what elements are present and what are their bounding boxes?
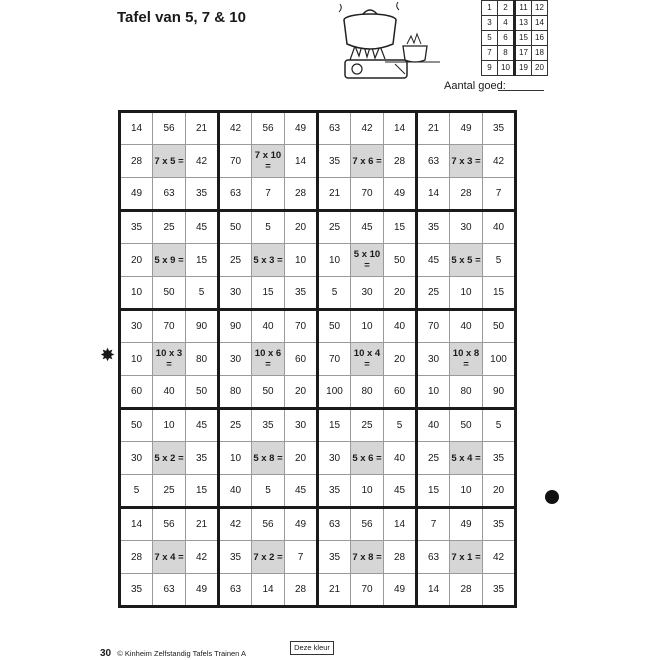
answer-cell[interactable]: 5 — [252, 475, 285, 508]
answer-cell[interactable]: 60 — [384, 376, 417, 409]
answer-cell[interactable]: 42 — [186, 145, 219, 178]
question-cell[interactable]: 7 x 2 = — [252, 541, 285, 574]
grid-row — [120, 475, 516, 508]
answer-cell[interactable]: 10 — [450, 277, 483, 310]
progress-cell[interactable]: 15 — [515, 31, 532, 46]
answer-cell[interactable]: 28 — [450, 178, 483, 211]
answer-cell[interactable]: 63 — [417, 541, 450, 574]
score-label: Aantal goed: — [444, 80, 506, 92]
answer-cell[interactable]: 5 — [186, 277, 219, 310]
answer-cell[interactable]: 25 — [417, 442, 450, 475]
progress-cell[interactable]: 9 — [482, 61, 498, 76]
progress-cell[interactable]: 14 — [532, 16, 548, 31]
page-number: 30 — [100, 648, 112, 659]
grid-row — [120, 574, 516, 607]
answer-cell[interactable]: 35 — [120, 211, 153, 244]
answer-cell[interactable]: 10 — [417, 376, 450, 409]
answer-cell[interactable]: 70 — [219, 145, 252, 178]
progress-cell[interactable]: 12 — [532, 1, 548, 16]
answer-cell[interactable]: 35 — [483, 442, 516, 475]
grid-row — [120, 508, 516, 541]
answer-cell[interactable]: 25 — [219, 409, 252, 442]
dot-marker — [545, 490, 559, 504]
answer-cell[interactable]: 5 — [252, 211, 285, 244]
answer-cell[interactable]: 28 — [285, 574, 318, 607]
answer-cell[interactable]: 30 — [120, 442, 153, 475]
answer-cell[interactable]: 45 — [384, 475, 417, 508]
answer-cell[interactable]: 50 — [120, 409, 153, 442]
answer-cell[interactable]: 28 — [450, 574, 483, 607]
answer-cell[interactable]: 40 — [483, 211, 516, 244]
answer-cell[interactable]: 80 — [219, 376, 252, 409]
answer-cell[interactable]: 35 — [417, 211, 450, 244]
question-cell[interactable]: 7 x 6 = — [351, 145, 384, 178]
answer-cell[interactable]: 70 — [417, 310, 450, 343]
grid-row — [120, 409, 516, 442]
answer-cell[interactable]: 56 — [153, 508, 186, 541]
answer-cell[interactable]: 90 — [483, 376, 516, 409]
answer-cell[interactable]: 50 — [252, 376, 285, 409]
answer-cell[interactable]: 20 — [285, 376, 318, 409]
answer-cell[interactable]: 14 — [384, 112, 417, 145]
answer-cell[interactable]: 21 — [318, 178, 351, 211]
question-cell[interactable]: 10 x 3 = — [153, 343, 186, 376]
answer-cell[interactable]: 49 — [450, 508, 483, 541]
question-cell[interactable]: 5 x 4 = — [450, 442, 483, 475]
answer-cell[interactable]: 15 — [483, 277, 516, 310]
score-line[interactable] — [498, 90, 544, 91]
answer-cell[interactable]: 10 — [153, 409, 186, 442]
answer-cell[interactable]: 21 — [186, 508, 219, 541]
copyright-text: © Kinheim Zelfstandig Tafels Trainen A — [117, 649, 247, 658]
answer-cell[interactable]: 25 — [153, 475, 186, 508]
answer-cell[interactable]: 35 — [483, 112, 516, 145]
answer-cell[interactable]: 56 — [153, 112, 186, 145]
answer-cell[interactable]: 28 — [120, 541, 153, 574]
progress-cell[interactable]: 17 — [515, 46, 532, 61]
answer-cell[interactable]: 35 — [186, 178, 219, 211]
answer-cell[interactable]: 56 — [252, 112, 285, 145]
answer-cell[interactable]: 42 — [219, 112, 252, 145]
question-cell[interactable]: 10 x 8 = — [450, 343, 483, 376]
answer-cell[interactable]: 28 — [120, 145, 153, 178]
grid-row — [120, 376, 516, 409]
answer-cell[interactable]: 21 — [417, 112, 450, 145]
answer-cell[interactable]: 25 — [219, 244, 252, 277]
answer-cell[interactable]: 7 — [285, 541, 318, 574]
answer-cell[interactable]: 49 — [285, 112, 318, 145]
answer-cell[interactable]: 35 — [120, 574, 153, 607]
answer-cell[interactable]: 40 — [384, 442, 417, 475]
progress-cell[interactable]: 8 — [498, 46, 515, 61]
answer-cell[interactable]: 80 — [186, 343, 219, 376]
answer-cell[interactable]: 14 — [120, 508, 153, 541]
answer-cell[interactable]: 30 — [318, 442, 351, 475]
answer-cell[interactable]: 50 — [219, 211, 252, 244]
answer-cell[interactable]: 7 — [483, 178, 516, 211]
answer-cell[interactable]: 20 — [285, 442, 318, 475]
answer-cell[interactable]: 50 — [384, 244, 417, 277]
answer-cell[interactable]: 20 — [384, 277, 417, 310]
answer-cell[interactable]: 30 — [219, 277, 252, 310]
answer-cell[interactable]: 5 — [384, 409, 417, 442]
answer-cell[interactable]: 63 — [417, 145, 450, 178]
answer-cell[interactable]: 90 — [219, 310, 252, 343]
answer-cell[interactable]: 49 — [384, 574, 417, 607]
answer-cell[interactable]: 15 — [186, 475, 219, 508]
answer-cell[interactable]: 70 — [153, 310, 186, 343]
answer-cell[interactable]: 21 — [186, 112, 219, 145]
question-cell[interactable]: 5 x 10 = — [351, 244, 384, 277]
answer-cell[interactable]: 10 — [351, 475, 384, 508]
progress-cell[interactable]: 20 — [532, 61, 548, 76]
progress-cell[interactable]: 16 — [532, 31, 548, 46]
answer-cell[interactable]: 30 — [120, 310, 153, 343]
progress-cell[interactable]: 18 — [532, 46, 548, 61]
answer-cell[interactable]: 25 — [318, 211, 351, 244]
answer-cell[interactable]: 63 — [318, 112, 351, 145]
answer-cell[interactable]: 63 — [219, 178, 252, 211]
answer-cell[interactable]: 10 — [450, 475, 483, 508]
progress-cell[interactable]: 10 — [498, 61, 515, 76]
grid-row — [120, 178, 516, 211]
answer-cell[interactable]: 15 — [384, 211, 417, 244]
answer-cell[interactable]: 35 — [285, 277, 318, 310]
answer-cell[interactable]: 60 — [285, 343, 318, 376]
answer-cell[interactable]: 70 — [351, 178, 384, 211]
answer-cell[interactable]: 7 — [417, 508, 450, 541]
answer-cell[interactable]: 28 — [384, 145, 417, 178]
progress-row — [482, 16, 548, 31]
answer-cell[interactable]: 15 — [186, 244, 219, 277]
answer-cell[interactable]: 21 — [318, 574, 351, 607]
answer-cell[interactable]: 49 — [285, 508, 318, 541]
question-cell[interactable]: 10 x 4 = — [351, 343, 384, 376]
answer-cell[interactable]: 50 — [153, 277, 186, 310]
answer-cell[interactable]: 63 — [318, 508, 351, 541]
answer-cell[interactable]: 28 — [384, 541, 417, 574]
progress-cell[interactable]: 5 — [482, 31, 498, 46]
answer-cell[interactable]: 50 — [318, 310, 351, 343]
answer-cell[interactable]: 20 — [483, 475, 516, 508]
answer-cell[interactable]: 10 — [120, 343, 153, 376]
answer-cell[interactable]: 30 — [417, 343, 450, 376]
grid-row — [120, 244, 516, 277]
grid-row — [120, 277, 516, 310]
question-cell[interactable]: 7 x 1 = — [450, 541, 483, 574]
answer-cell[interactable]: 49 — [450, 112, 483, 145]
question-cell[interactable]: 5 x 2 = — [153, 442, 186, 475]
answer-cell[interactable]: 35 — [483, 574, 516, 607]
answer-cell[interactable]: 42 — [219, 508, 252, 541]
answer-cell[interactable]: 15 — [318, 409, 351, 442]
question-cell[interactable]: 7 x 5 = — [153, 145, 186, 178]
answer-cell[interactable]: 45 — [417, 244, 450, 277]
answer-cell[interactable]: 25 — [153, 211, 186, 244]
progress-cell[interactable]: 1 — [482, 1, 498, 16]
answer-cell[interactable]: 35 — [186, 442, 219, 475]
answer-cell[interactable]: 10 — [285, 244, 318, 277]
color-button[interactable]: Deze kleur — [290, 641, 334, 655]
grid-row — [120, 343, 516, 376]
answer-cell[interactable]: 30 — [351, 277, 384, 310]
question-cell[interactable]: 5 x 8 = — [252, 442, 285, 475]
question-cell[interactable]: 5 x 5 = — [450, 244, 483, 277]
progress-grid — [481, 0, 548, 76]
answer-cell[interactable]: 5 — [483, 244, 516, 277]
answer-cell[interactable]: 30 — [450, 211, 483, 244]
answer-cell[interactable]: 63 — [153, 574, 186, 607]
page-title: Tafel van 5, 7 & 10 — [117, 9, 246, 26]
answer-cell[interactable]: 40 — [153, 376, 186, 409]
answer-cell[interactable]: 30 — [285, 409, 318, 442]
progress-cell[interactable]: 4 — [498, 16, 515, 31]
answer-cell[interactable]: 60 — [120, 376, 153, 409]
answer-cell[interactable]: 10 — [351, 310, 384, 343]
answer-cell[interactable]: 45 — [186, 211, 219, 244]
question-cell[interactable]: 7 x 10 = — [252, 145, 285, 178]
grid-row — [120, 145, 516, 178]
question-cell[interactable]: 5 x 6 = — [351, 442, 384, 475]
answer-cell[interactable]: 42 — [483, 541, 516, 574]
answer-cell[interactable]: 50 — [483, 310, 516, 343]
answer-cell[interactable]: 70 — [318, 343, 351, 376]
answer-cell[interactable]: 14 — [252, 574, 285, 607]
answer-cell[interactable]: 100 — [483, 343, 516, 376]
progress-cell[interactable]: 13 — [515, 16, 532, 31]
grid-row — [120, 112, 516, 145]
answer-cell[interactable]: 45 — [285, 475, 318, 508]
multiplication-grid — [118, 110, 517, 608]
answer-cell[interactable]: 40 — [384, 310, 417, 343]
answer-cell[interactable]: 10 — [120, 277, 153, 310]
answer-cell[interactable]: 50 — [450, 409, 483, 442]
star-icon: ✸ — [100, 345, 116, 365]
progress-row — [482, 31, 548, 46]
grid-row — [120, 541, 516, 574]
answer-cell[interactable]: 20 — [384, 343, 417, 376]
answer-cell[interactable]: 70 — [285, 310, 318, 343]
answer-cell[interactable]: 63 — [219, 574, 252, 607]
answer-cell[interactable]: 14 — [417, 574, 450, 607]
footer — [100, 648, 246, 659]
answer-cell[interactable]: 25 — [417, 277, 450, 310]
answer-cell[interactable]: 5 — [318, 277, 351, 310]
question-cell[interactable]: 5 x 3 = — [252, 244, 285, 277]
answer-cell[interactable]: 35 — [252, 409, 285, 442]
cooking-pot-illustration — [335, 2, 445, 82]
grid-row — [120, 211, 516, 244]
answer-cell[interactable]: 14 — [384, 508, 417, 541]
answer-cell[interactable]: 40 — [252, 310, 285, 343]
answer-cell[interactable]: 10 — [318, 244, 351, 277]
answer-cell[interactable]: 63 — [153, 178, 186, 211]
answer-cell[interactable]: 35 — [318, 475, 351, 508]
answer-cell[interactable]: 35 — [318, 145, 351, 178]
answer-cell[interactable]: 30 — [219, 343, 252, 376]
answer-cell[interactable]: 40 — [219, 475, 252, 508]
answer-cell[interactable]: 15 — [252, 277, 285, 310]
answer-cell[interactable]: 45 — [186, 409, 219, 442]
grid-row — [120, 442, 516, 475]
progress-row — [482, 1, 548, 16]
answer-cell[interactable]: 90 — [186, 310, 219, 343]
answer-cell[interactable]: 5 — [120, 475, 153, 508]
answer-cell[interactable]: 42 — [351, 112, 384, 145]
progress-row — [482, 61, 548, 76]
question-cell[interactable]: 7 x 4 = — [153, 541, 186, 574]
answer-cell[interactable]: 35 — [219, 541, 252, 574]
answer-cell[interactable]: 28 — [285, 178, 318, 211]
answer-cell[interactable]: 50 — [186, 376, 219, 409]
progress-cell[interactable]: 2 — [498, 1, 515, 16]
answer-cell[interactable]: 40 — [450, 310, 483, 343]
progress-cell[interactable]: 3 — [482, 16, 498, 31]
answer-cell[interactable]: 35 — [483, 508, 516, 541]
answer-cell[interactable]: 14 — [120, 112, 153, 145]
answer-cell[interactable]: 45 — [351, 211, 384, 244]
progress-cell[interactable]: 6 — [498, 31, 515, 46]
progress-cell[interactable]: 7 — [482, 46, 498, 61]
answer-cell[interactable]: 80 — [351, 376, 384, 409]
answer-cell[interactable]: 10 — [219, 442, 252, 475]
question-cell[interactable]: 7 x 3 = — [450, 145, 483, 178]
answer-cell[interactable]: 42 — [483, 145, 516, 178]
answer-cell[interactable]: 49 — [186, 574, 219, 607]
answer-cell[interactable]: 20 — [120, 244, 153, 277]
answer-cell[interactable]: 70 — [351, 574, 384, 607]
answer-cell[interactable]: 42 — [186, 541, 219, 574]
answer-cell[interactable]: 14 — [417, 178, 450, 211]
answer-cell[interactable]: 35 — [318, 541, 351, 574]
question-cell[interactable]: 5 x 9 = — [153, 244, 186, 277]
answer-cell[interactable]: 56 — [252, 508, 285, 541]
grid-row — [120, 310, 516, 343]
answer-cell[interactable]: 100 — [318, 376, 351, 409]
answer-cell[interactable]: 49 — [384, 178, 417, 211]
answer-cell[interactable]: 25 — [351, 409, 384, 442]
answer-cell[interactable]: 49 — [120, 178, 153, 211]
progress-row — [482, 46, 548, 61]
question-cell[interactable]: 10 x 6 = — [252, 343, 285, 376]
answer-cell[interactable]: 80 — [450, 376, 483, 409]
answer-cell[interactable]: 20 — [285, 211, 318, 244]
question-cell[interactable]: 7 x 8 = — [351, 541, 384, 574]
progress-cell[interactable]: 11 — [515, 1, 532, 16]
answer-cell[interactable]: 40 — [417, 409, 450, 442]
answer-cell[interactable]: 56 — [351, 508, 384, 541]
answer-cell[interactable]: 15 — [417, 475, 450, 508]
answer-cell[interactable]: 7 — [252, 178, 285, 211]
answer-cell[interactable]: 5 — [483, 409, 516, 442]
answer-cell[interactable]: 14 — [285, 145, 318, 178]
progress-cell[interactable]: 19 — [515, 61, 532, 76]
